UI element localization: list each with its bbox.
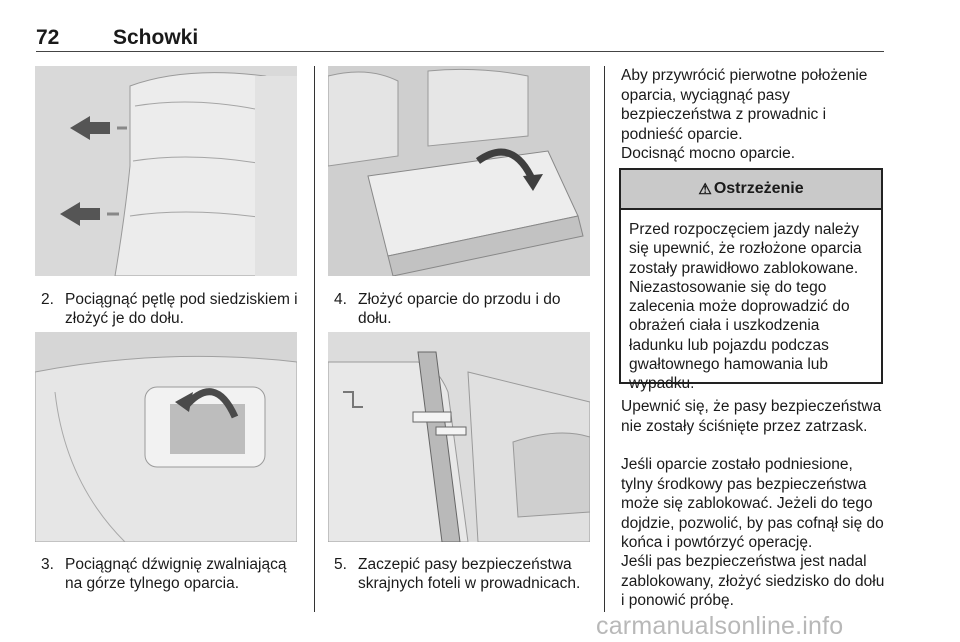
page-header [0, 0, 960, 52]
step-4 [334, 290, 596, 328]
step-text: Pociągnąć pętlę pod siedziskiem i złożyć je do dołu. [65, 291, 298, 327]
step-text: Pociągnąć dźwignię zwalniającą na górze tylnego oparcia. [65, 556, 287, 592]
paragraph-retry: Jeśli pas bezpieczeństwa jest nadal zablokowany, złożyć siedzisko do dołu i ponowić próbę. [621, 553, 885, 610]
step-3 [41, 555, 303, 593]
step-number: 5. [334, 556, 347, 573]
illustration-seat-arrows [35, 66, 297, 276]
paragraph-press-backrest: Docisnąć mocno oparcie. [621, 145, 796, 162]
footer-watermark: carmanualsonline.info [596, 612, 844, 640]
step-5 [334, 555, 596, 593]
step-text: Zaczepić pasy bezpieczeństwa skrajnych foteli w prowadnicach. [358, 556, 581, 592]
step-number: 2. [41, 291, 54, 308]
column-divider-2 [604, 66, 605, 612]
paragraph-check-belts: Upewnić się, że pasy bezpieczeństwa nie zostały ściśnięte przez zatrzask. [621, 398, 882, 435]
paragraph-belt-locked: Jeśli oparcie zostało podniesione, tylny środkowy pas bezpieczeństwa może się zablokować. Jeżeli do tego dojdzie, pozwolić, by pas cofnął się do końca i powtórzyć operację. [621, 456, 884, 552]
column-divider-1 [314, 66, 315, 612]
header-rule [36, 51, 884, 52]
warning-text: Przed rozpoczęciem jazdy należy się upewnić, że rozłożone oparcia zostały prawidłowo zablokowane. Niezastosowanie się do tego zalecenia może doprowadzić do obrażeń ciała i uszkodzenia ładunku lub pojazdu podczas gwałtownego hamowania lub wypadku. [629, 221, 862, 393]
paragraph-restore-backrest: Aby przywrócić pierwotne położenie oparcia, wyciągnąć pasy bezpieczeństwa z prowadnic i podnieść oparcie. [621, 67, 868, 143]
warning-header [621, 170, 881, 210]
warning-title: Ostrzeżenie [713, 180, 804, 197]
step-text: Złożyć oparcie do przodu i do dołu. [358, 291, 561, 327]
step-number: 3. [41, 556, 54, 573]
page-number: 72 [36, 26, 60, 49]
illustration-fold-backrest [328, 66, 590, 276]
illustration-belt-guides [328, 332, 590, 542]
illustration-release-lever [35, 332, 297, 542]
warning-box [619, 168, 883, 393]
step-number: 4. [334, 291, 347, 308]
warning-icon: ⚠ [698, 181, 712, 198]
step-2 [41, 290, 303, 328]
section-title: Schowki [113, 26, 199, 49]
